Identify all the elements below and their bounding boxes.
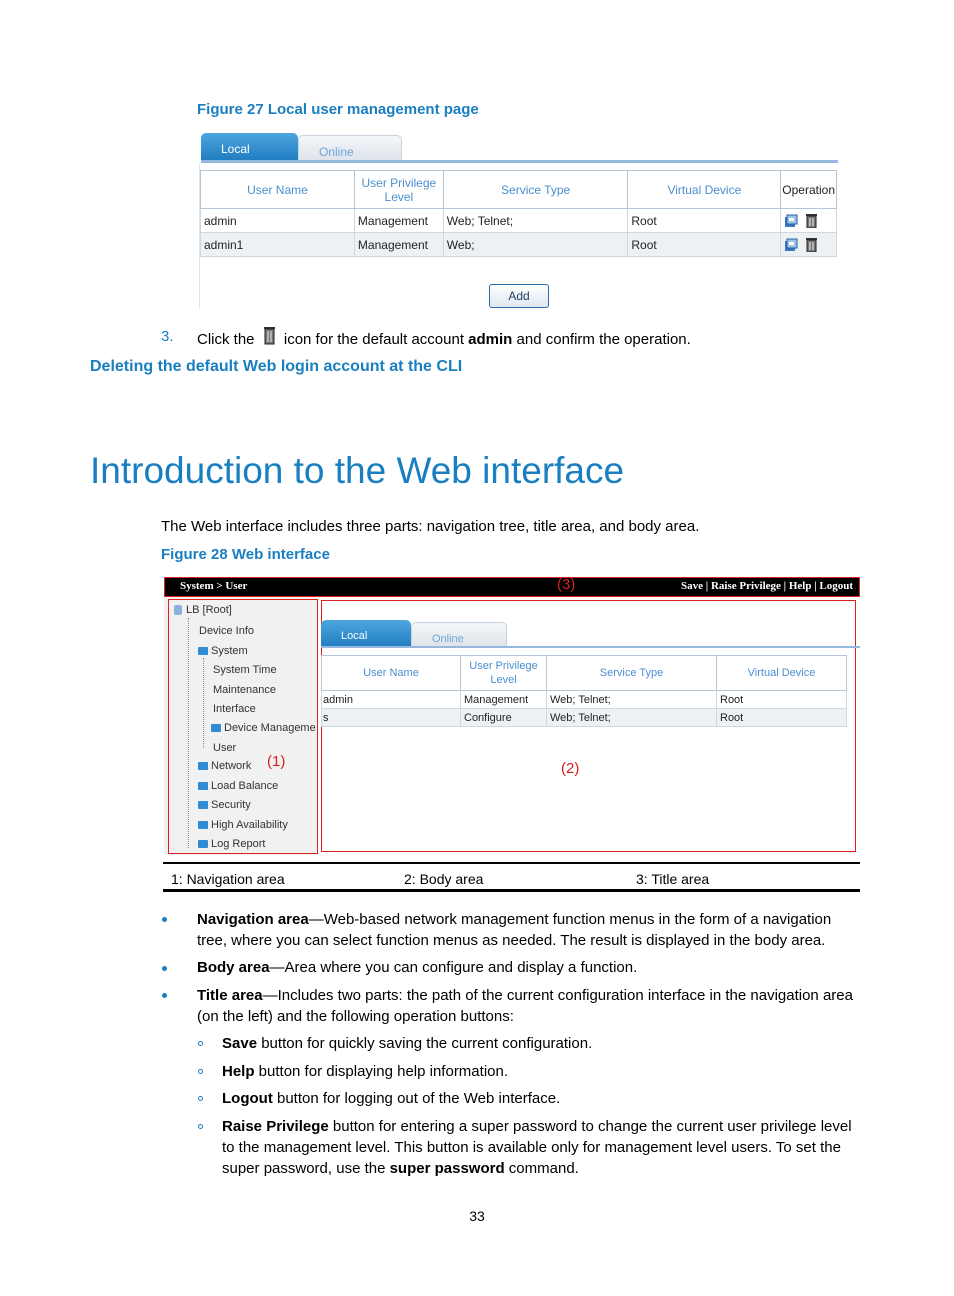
section-link[interactable]: Deleting the default Web login account at the CLI [90,358,463,375]
table-row [201,233,837,257]
bullet-marker [162,966,167,971]
cell-privilege: Configure [461,709,547,727]
step-number: 3. [161,328,174,345]
nav-label: Device Manageme [224,722,316,734]
col-privilege[interactable]: User Privilege Level [354,171,443,209]
nav-item-system-time[interactable]: System Time [213,664,277,676]
folder-icon [198,840,208,848]
cell-device: Root [628,233,781,257]
add-button[interactable]: Add [489,284,549,308]
figure-28-tabs [321,620,507,648]
sub-bullet-term: super password [389,1160,505,1177]
bullet-marker [162,917,167,922]
tree-line [188,618,190,848]
nav-label: Log Report [211,838,266,850]
intro-text: The Web interface includes three parts: navigation tree, title area, and body area. [161,518,700,535]
sub-bullet-text: button for quickly saving the current configuration. [257,1035,593,1052]
step-3-text [197,326,691,350]
cell-privilege: Management [354,233,443,257]
cell-service: Web; Telnet; [547,691,717,709]
nav-item-system[interactable] [198,645,248,657]
body-user-table [321,655,847,727]
edit-icon[interactable] [784,238,798,252]
sub-bullet-term: Logout [222,1090,273,1107]
sub-bullet-marker [198,1041,203,1046]
col-service-type[interactable]: Service Type [443,171,628,209]
edit-icon[interactable] [784,214,798,228]
sub-bullet-marker [198,1069,203,1074]
trash-icon[interactable] [806,237,817,252]
nav-label: Load Balance [211,780,279,792]
nav-item-interface[interactable]: Interface [213,703,256,715]
callout-3: (3) [557,576,576,593]
legend-top-rule [163,862,860,864]
col-user-name[interactable]: User Name [322,656,461,691]
col-virtual-device[interactable]: Virtual Device [717,656,847,691]
bullet-text: —Area where you can configure and display a function. [269,959,638,976]
legend-2: 2: Body area [404,871,484,887]
callout-1: (1) [267,753,286,770]
sub-bullet-raise-privilege [222,1116,867,1179]
tab-local-user[interactable]: Local [321,620,411,648]
cell-privilege: Management [354,209,443,233]
sub-bullet-marker [198,1124,203,1129]
nav-item-security[interactable] [198,799,251,811]
bullet-text: —Includes two parts: the path of the current configuration interface in the navigation area (on the left) and the following operation buttons: [197,987,853,1025]
nav-label: High Availability [211,819,288,831]
tab-underline [321,646,860,648]
col-virtual-device[interactable]: Virtual Device [628,171,781,209]
legend-3: 3: Title area [636,871,710,887]
sub-bullet-text: button for entering a super password to change the current user privilege level to the management level. This button is available only for management level users. To set the super password, use the [222,1118,852,1177]
bullet-body-area [197,957,865,978]
cell-device: Root [717,709,847,727]
bullet-title-area [197,985,865,1027]
bullet-term: Body area [197,959,270,976]
nav-label: Security [211,799,251,811]
callout-2: (2) [561,760,580,777]
tab-online-user[interactable]: Online [411,622,507,648]
tree-line [203,658,205,748]
col-privilege[interactable]: User Privilege Level [461,656,547,691]
cell-user: admin [322,691,461,709]
bullet-marker [162,993,167,998]
breadcrumb[interactable]: System > User [180,580,248,592]
step-text-c: and confirm the operation. [516,331,691,348]
sub-bullet-help [222,1061,867,1082]
cell-device: Root [628,209,781,233]
nav-root[interactable] [172,604,232,616]
local-user-table [200,170,837,257]
sub-bullet-term: Help [222,1063,255,1080]
trash-icon [263,326,276,346]
legend-bottom-rule [163,889,860,892]
tab-underline [201,160,838,163]
cell-operation [781,233,837,257]
folder-icon [198,821,208,829]
cell-user: s [322,709,461,727]
nav-item-network[interactable] [198,760,251,772]
nav-item-load-balance[interactable] [198,780,278,792]
nav-item-device-info[interactable]: Device Info [199,625,255,637]
bullet-term: Navigation area [197,911,309,928]
sub-bullet-text: command. [504,1160,579,1177]
tab-online-user[interactable]: Online [298,135,402,161]
cell-service: Web; [443,233,628,257]
table-row [322,691,847,709]
device-icon [172,604,184,616]
col-user-name[interactable]: User Name [201,171,355,209]
nav-item-high-availability[interactable] [198,819,288,831]
sub-bullet-logout [222,1088,867,1109]
cell-operation [781,209,837,233]
folder-icon [198,801,208,809]
cell-service: Web; Telnet; [443,209,628,233]
bullet-navigation-area [197,909,865,951]
chapter-title: Introduction to the Web interface [90,450,625,491]
nav-item-device-management[interactable] [211,722,316,734]
bullet-text: —Web-based network management function menus in the form of a navigation tree, where you can select function menus as needed. The result is displayed in the body area. [197,911,832,949]
trash-icon[interactable] [806,213,817,228]
figure-28-caption: Figure 28 Web interface [161,546,330,563]
nav-item-log-report[interactable] [198,838,265,850]
sub-bullet-text: button for logging out of the Web interface. [272,1090,561,1107]
step-text-b: icon for the default account [283,331,464,348]
legend-1: 1: Navigation area [171,871,285,887]
folder-icon [198,762,208,770]
cell-user: admin [201,209,355,233]
cell-service: Web; Telnet; [547,709,717,727]
nav-root-label: LB [Root] [186,604,232,616]
step-text-a: Click the [197,331,255,348]
nav-item-maintenance[interactable]: Maintenance [213,684,276,696]
folder-icon [211,724,221,732]
table-row [322,709,847,727]
nav-label: Network [211,760,252,772]
nav-label: System [211,645,248,657]
col-service-type[interactable]: Service Type [547,656,717,691]
sub-bullet-term: Save [222,1035,258,1052]
title-buttons[interactable]: Save | Raise Privilege | Help | Logout [681,580,853,592]
bullet-term: Title area [197,987,263,1004]
figure-27-caption: Figure 27 Local user management page [197,101,479,118]
sub-bullet-marker [198,1096,203,1101]
cell-user: admin1 [201,233,355,257]
cell-privilege: Management [461,691,547,709]
tab-local-user[interactable]: Local [201,133,298,161]
figure-27-tabs [201,133,402,161]
nav-item-user[interactable]: User [213,742,237,754]
folder-icon [198,782,208,790]
sub-bullet-text: button for displaying help information. [254,1063,508,1080]
step-bold-admin: admin [468,331,513,348]
sub-bullet-save [222,1033,867,1054]
sub-bullet-term: Raise Privilege [222,1118,329,1135]
title-area-outline [164,577,860,597]
folder-icon [198,647,208,655]
page-number: 33 [469,1208,485,1224]
col-operation: Operation [781,171,837,209]
table-row [201,209,837,233]
cell-device: Root [717,691,847,709]
